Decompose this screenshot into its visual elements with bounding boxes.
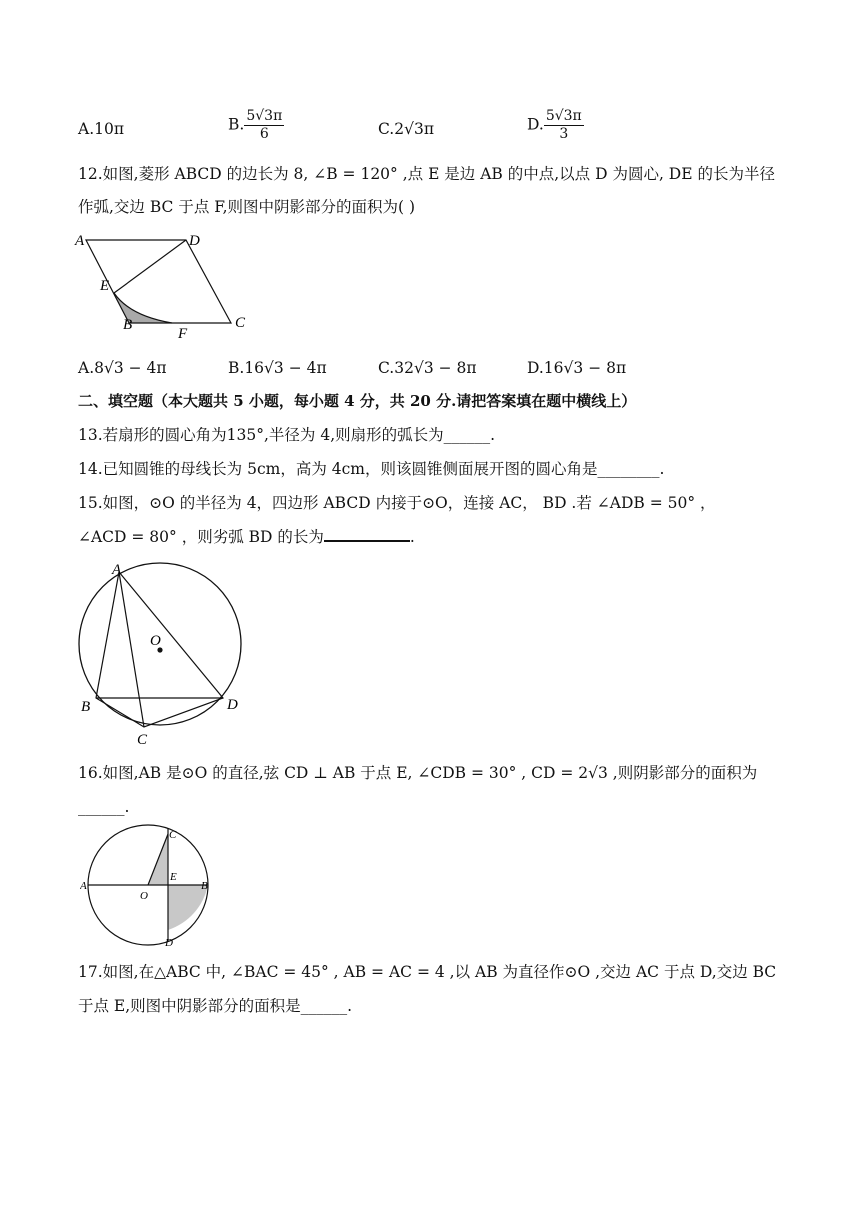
q12-text-line1: 12.如图,菱形 ABCD 的边长为 8, ∠B = 120° ,点 E 是边 AB 的中点,以点 D 为圆心, DE 的长为半径: [78, 165, 775, 183]
q11-option-d-fraction: [544, 108, 584, 143]
q11-option-c: C.2√3π: [378, 120, 435, 138]
q12-label-d: D: [189, 233, 200, 249]
q12-label-a: A: [75, 233, 85, 249]
section2-heading: 二、填空题（本大题共 5 小题，每小题 4 分，共 20 分.请把答案填在题中横线上）: [78, 392, 637, 410]
q14-text: 14.已知圆锥的母线长为 5cm，高为 4cm，则该圆锥侧面展开图的圆心角是________.: [78, 460, 665, 478]
q11-option-b-prefix: B.: [228, 115, 245, 134]
q16-label-d: D: [165, 937, 173, 948]
q15-label-o: O: [150, 633, 161, 649]
q15-text-line2-main: ∠ACD = 80° ，则劣弧 BD 的长为: [78, 528, 324, 546]
q15-label-a: A: [112, 562, 122, 578]
q16-text-line1: 16.如图,AB 是⊙O 的直径,弦 CD ⊥ AB 于点 E, ∠CDB = 30° , CD = 2√3 ,则阴影部分的面积为: [78, 764, 758, 782]
q13-text: 13.若扇形的圆心角为135°,半径为 4,则扇形的弧长为______.: [78, 426, 496, 444]
q12-text-line2: 作弧,交边 BC 于点 F,则图中阴影部分的面积为( ): [78, 198, 416, 216]
q16-label-e: E: [170, 871, 177, 883]
q11-option-d-prefix: D.: [527, 115, 544, 134]
q12-rhombus-figure: [70, 226, 260, 344]
q11-option-d-denominator: 3: [559, 126, 569, 142]
q11-option-b: [228, 108, 284, 143]
q17-text-line1: 17.如图,在△ABC 中, ∠BAC = 45° , AB = AC = 4 ,以 AB 为直径作⊙O ,交边 AC 于点 D,交边 BC: [78, 963, 777, 981]
q16-text-line2: ______.: [78, 798, 130, 816]
q16-label-c: C: [169, 829, 177, 841]
q12-option-b: B.16√3 − 4π: [228, 359, 327, 377]
q11-option-a: A.10π: [78, 120, 125, 138]
q12-option-c: C.32√3 − 8π: [378, 359, 477, 377]
q15-text-line2-end: .: [409, 528, 415, 546]
q15-label-d: D: [227, 697, 238, 713]
q15-answer-blank: [324, 540, 410, 542]
q15-label-c: C: [137, 732, 148, 748]
q11-option-d: [527, 108, 584, 143]
q11-option-b-numerator: 5√3π: [246, 108, 283, 124]
q12-label-c: C: [235, 315, 246, 331]
q11-option-b-denominator: 6: [259, 126, 269, 142]
q16-label-b: B: [201, 880, 208, 892]
q17-text-line2: 于点 E,则图中阴影部分的面积是______.: [78, 997, 353, 1015]
q16-circle-figure: [80, 824, 214, 948]
q15-label-b: B: [81, 699, 91, 715]
q12-label-e: E: [100, 278, 110, 294]
q12-label-b: B: [123, 317, 133, 333]
q12-segment-de: [114, 240, 186, 293]
q15-text-line1: 15.如图，⊙O 的半径为 4，四边形 ABCD 内接于⊙O，连接 AC， BD .若 ∠ADB = 50° ，: [78, 494, 716, 512]
q12-option-a: A.8√3 − 4π: [78, 359, 167, 377]
q16-label-o: O: [140, 890, 148, 902]
q15-circle-figure: [72, 558, 252, 750]
q15-diagonal-ac: [119, 572, 144, 727]
q12-label-f: F: [178, 326, 188, 342]
q11-option-d-numerator: 5√3π: [545, 108, 582, 124]
q11-option-b-fraction: [244, 108, 284, 143]
q12-option-d: D.16√3 − 8π: [527, 359, 627, 377]
q16-label-a: A: [80, 880, 87, 892]
q15-text-line2: [78, 526, 415, 548]
